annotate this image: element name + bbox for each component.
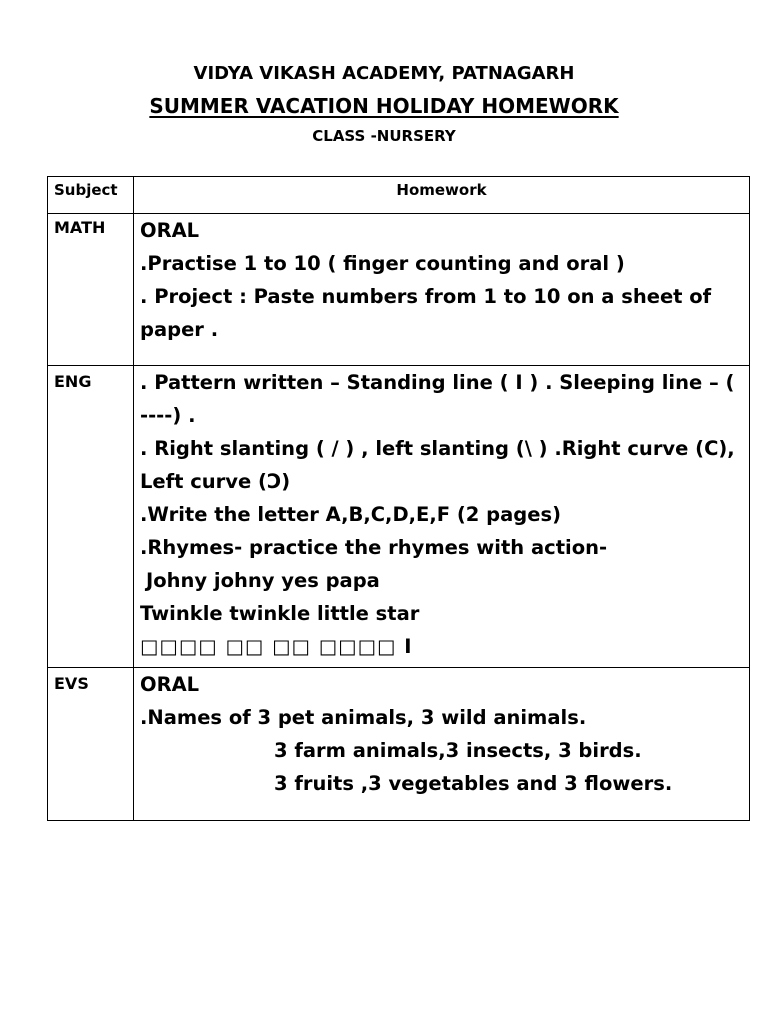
table-header-row: [48, 177, 750, 214]
subject-cell: MATH: [48, 214, 134, 366]
homework-cell: [134, 668, 750, 821]
homework-line-hindi: □□□□ □□ □□ □□□□ I: [140, 635, 413, 658]
subject-cell: ENG: [48, 366, 134, 668]
document-title: [0, 94, 768, 118]
homework-line: .Rhymes- practice the rhymes with action-: [140, 536, 608, 559]
homework-line: 3 fruits ,3 vegetables and 3 flowers.: [274, 772, 673, 795]
homework-line: .Practise 1 to 10 ( finger counting and oral ): [140, 252, 625, 275]
school-name: VIDYA VIKASH ACADEMY, PATNAGARH: [193, 63, 575, 84]
document-title-text: SUMMER VACATION HOLIDAY HOMEWORK: [149, 94, 619, 118]
homework-line: ORAL: [140, 673, 200, 696]
homework-line: . Right slanting ( / ) , left slanting (\ ) .Right curve (C), Left curve (Ɔ): [140, 437, 735, 493]
table-row-eng: [48, 366, 750, 668]
homework-line: . Pattern written – Standing line ( I ) . Sleeping line – ( ----) .: [140, 371, 735, 427]
homework-line: 3 farm animals,3 insects, 3 birds.: [274, 739, 642, 762]
subject-cell: EVS: [48, 668, 134, 821]
homework-cell: [134, 366, 750, 668]
column-header-subject: Subject: [48, 177, 134, 214]
homework-line: . Project : Paste numbers from 1 to 10 on a sheet of paper .: [140, 285, 712, 341]
homework-line: Twinkle twinkle little star: [140, 602, 420, 625]
homework-table: [47, 176, 750, 821]
homework-line: .Names of 3 pet animals, 3 wild animals.: [140, 706, 587, 729]
table-row-evs: [48, 668, 750, 821]
homework-line: .Write the letter A,B,C,D,E,F (2 pages): [140, 503, 561, 526]
class-name: CLASS -NURSERY: [312, 127, 456, 145]
homework-line: ORAL: [140, 219, 200, 242]
table-row-math: [48, 214, 750, 366]
homework-cell: [134, 214, 750, 366]
homework-line: Johny johny yes papa: [146, 569, 380, 592]
column-header-homework: Homework: [134, 177, 750, 214]
